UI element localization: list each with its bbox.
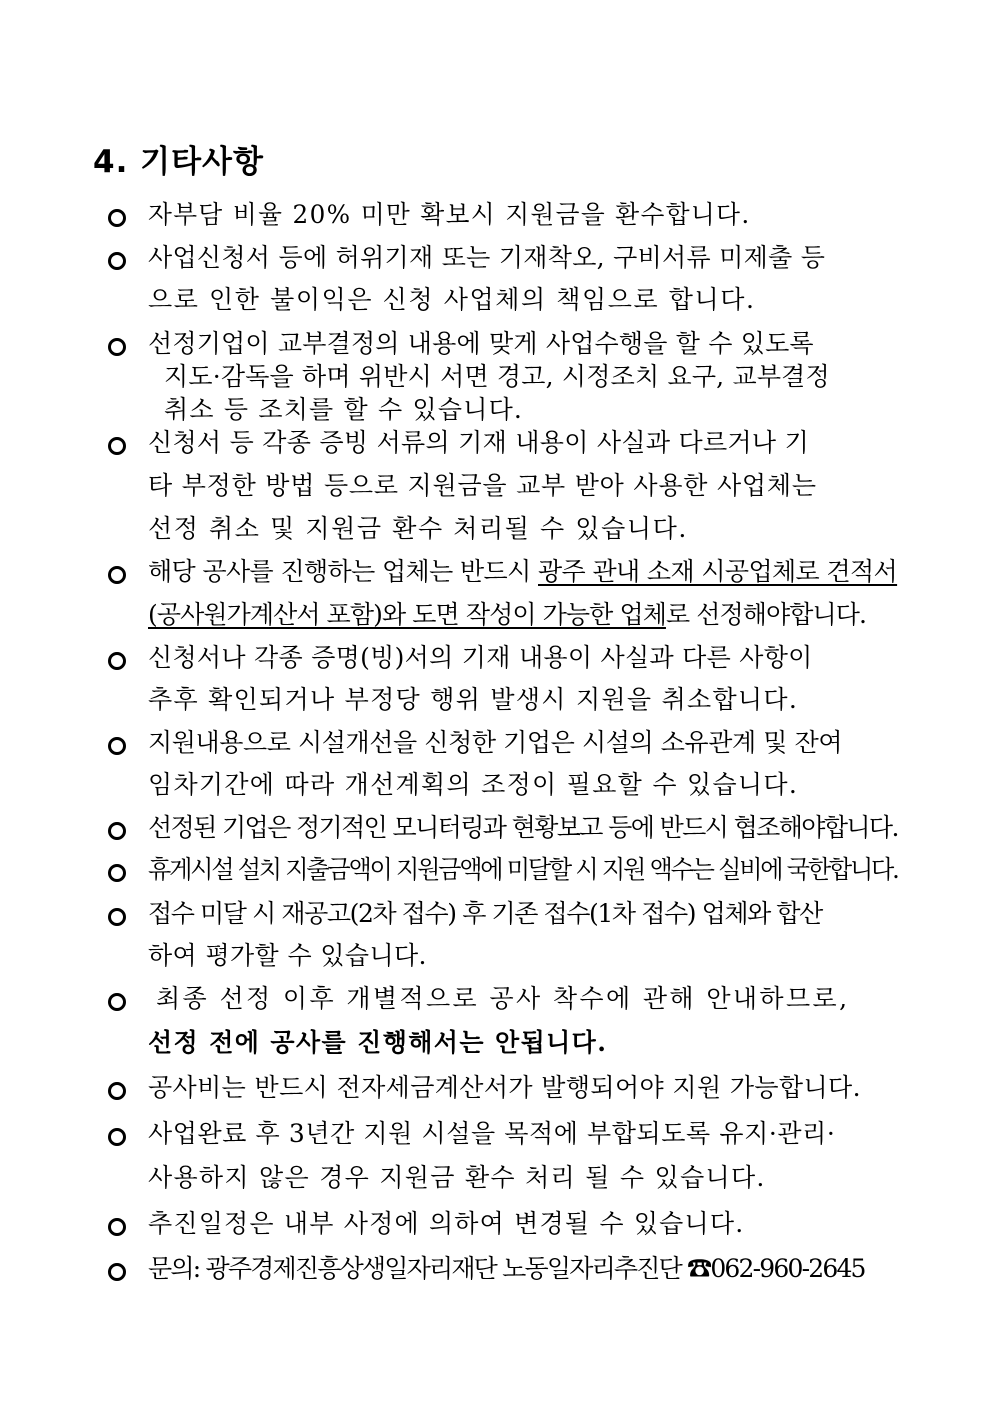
contact-text: 문의: 광주경제진흥상생일자리재단 노동일자리추진단 ☎062-960-2645 bbox=[148, 1254, 865, 1283]
item-text: 하여 평가할 수 있습니다. bbox=[148, 941, 427, 970]
item-text: 최종 선정 이후 개별적으로 공사 착수에 관해 안내하므로, bbox=[156, 984, 850, 1013]
section-heading: 4. 기타사항 bbox=[93, 144, 264, 180]
item-text: 신청서 등 각종 증빙 서류의 기재 내용이 사실과 다르거나 기 bbox=[148, 428, 810, 457]
item-text-line-1 bbox=[148, 557, 897, 587]
circle-bullet-icon bbox=[108, 1263, 126, 1281]
item-text: 사용하지 않은 경우 지원금 환수 처리 될 수 있습니다. bbox=[148, 1163, 766, 1192]
item-text: 로 선정해야합니다. bbox=[665, 600, 867, 629]
circle-bullet-icon bbox=[108, 1128, 126, 1146]
circle-bullet-icon bbox=[108, 652, 126, 670]
item-text: 지도·감독을 하며 위반시 서면 경고, 시정조치 요구, 교부결정 bbox=[164, 362, 830, 391]
item-text: 추후 확인되거나 부정당 행위 발생시 지원을 취소합니다. bbox=[148, 685, 799, 714]
circle-bullet-icon bbox=[108, 209, 126, 227]
circle-bullet-icon bbox=[108, 737, 126, 755]
circle-bullet-icon bbox=[108, 1082, 126, 1100]
item-text: 해당 공사를 진행하는 업체는 반드시 bbox=[148, 557, 538, 586]
item-text: 선정기업이 교부결정의 내용에 맞게 사업수행을 할 수 있도록 bbox=[148, 329, 814, 358]
circle-bullet-icon bbox=[108, 252, 126, 270]
bold-warning-text: 선정 전에 공사를 진행해서는 안됩니다. bbox=[148, 1028, 608, 1057]
item-text: 사업완료 후 3년간 지원 시설을 목적에 부합되도록 유지·관리· bbox=[148, 1119, 836, 1148]
item-text: 타 부정한 방법 등으로 지원금을 교부 받아 사용한 사업체는 bbox=[148, 471, 817, 500]
item-text: 으로 인한 불이익은 신청 사업체의 책임으로 합니다. bbox=[148, 285, 756, 314]
circle-bullet-icon bbox=[108, 993, 126, 1011]
item-text: 공사비는 반드시 전자세금계산서가 발행되어야 지원 가능합니다. bbox=[148, 1073, 861, 1102]
item-text: 선정된 기업은 정기적인 모니터링과 현황보고 등에 반드시 협조해야합니다. bbox=[148, 813, 898, 842]
circle-bullet-icon bbox=[108, 908, 126, 926]
item-text: 자부담 비율 20% 미만 확보시 지원금을 환수합니다. bbox=[148, 200, 751, 229]
item-text: 사업신청서 등에 허위기재 또는 기재착오, 구비서류 미제출 등 bbox=[148, 243, 826, 272]
circle-bullet-icon bbox=[108, 1218, 126, 1236]
item-text: 취소 등 조치를 할 수 있습니다. bbox=[164, 395, 524, 424]
item-text: 선정 취소 및 지원금 환수 처리될 수 있습니다. bbox=[148, 514, 688, 543]
item-text: 접수 미달 시 재공고(2차 접수) 후 기존 접수(1차 접수) 업체와 합산 bbox=[148, 899, 822, 928]
item-text: 추진일정은 내부 사정에 의하여 변경될 수 있습니다. bbox=[148, 1209, 745, 1238]
item-text: 휴게시설 설치 지출금액이 지원금액에 미달할 시 지원 액수는 실비에 국한합니다. bbox=[148, 855, 898, 884]
circle-bullet-icon bbox=[108, 566, 126, 584]
circle-bullet-icon bbox=[108, 338, 126, 356]
item-text: 신청서나 각종 증명(빙)서의 기재 내용이 사실과 다른 사항이 bbox=[148, 643, 813, 672]
circle-bullet-icon bbox=[108, 822, 126, 840]
item-text: 임차기간에 따라 개선계획의 조정이 필요할 수 있습니다. bbox=[148, 770, 799, 799]
underlined-text: (공사원가계산서 포함)와 도면 작성이 가능한 업체 bbox=[148, 600, 666, 629]
item-text-line-2 bbox=[148, 600, 866, 630]
item-text: 지원내용으로 시설개선을 신청한 기업은 시설의 소유관계 및 잔여 bbox=[148, 728, 843, 757]
circle-bullet-icon bbox=[108, 864, 126, 882]
circle-bullet-icon bbox=[108, 437, 126, 455]
underlined-text: 광주 관내 소재 시공업체로 견적서 bbox=[538, 557, 898, 586]
